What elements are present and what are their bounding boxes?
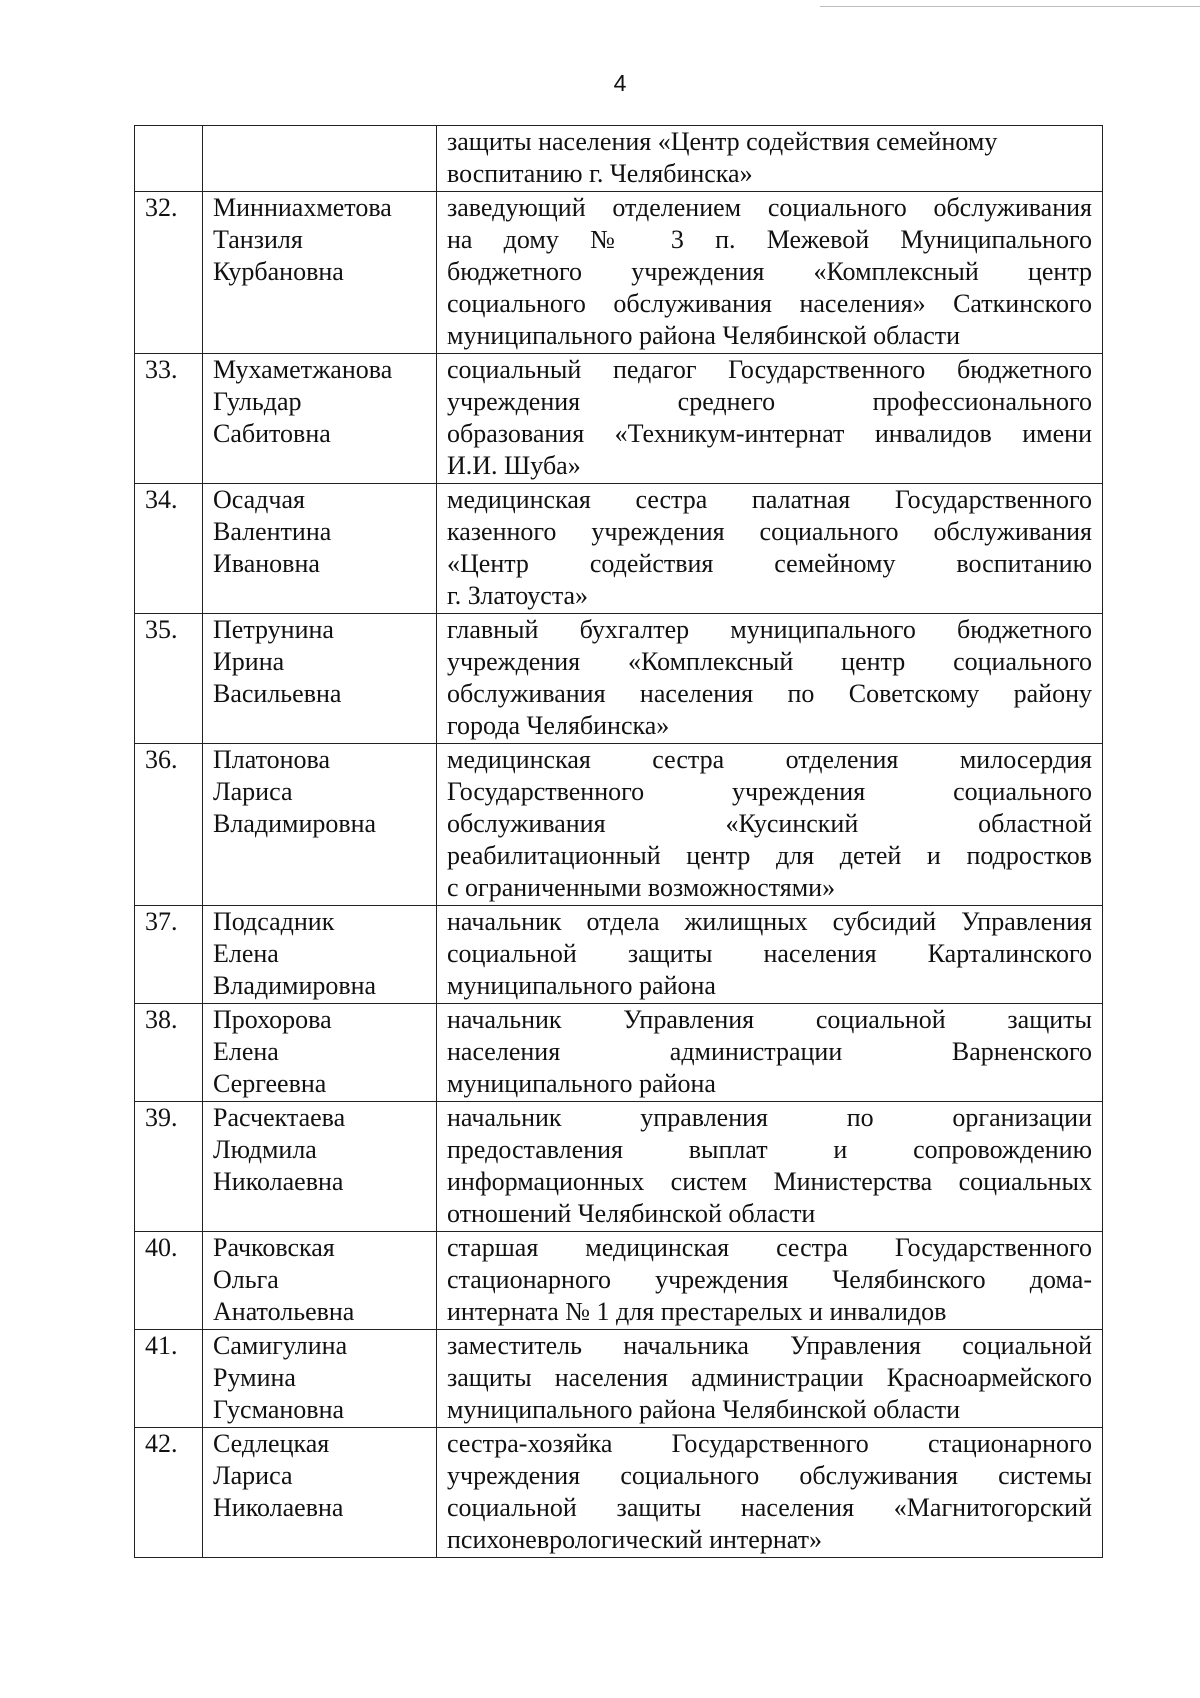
surname: Рачковская — [213, 1233, 335, 1262]
row-number-cell — [135, 744, 203, 906]
description-line: медицинская сестра палатная Государственного — [447, 485, 1092, 514]
patronymic: Николаевна — [213, 1167, 344, 1196]
description-line: бюджетного учреждения «Комплексный центр — [447, 257, 1092, 286]
row-number: 34. — [145, 485, 178, 514]
position-description-cell — [437, 484, 1103, 614]
description-line: обслуживания населения по Советскому району — [447, 679, 1092, 708]
table-row — [135, 1004, 1103, 1102]
position-description-cell — [437, 126, 1103, 192]
position-description-cell — [437, 354, 1103, 484]
description-line: города Челябинска» — [447, 711, 670, 740]
row-number-cell — [135, 126, 203, 192]
position-description-cell — [437, 1330, 1103, 1428]
row-number: 40. — [145, 1233, 178, 1262]
row-number-cell — [135, 1102, 203, 1232]
description-line: отношений Челябинской области — [447, 1199, 816, 1228]
description-line: социальной защиты населения Карталинского — [447, 939, 1092, 968]
description-line: интерната № 1 для престарелых и инвалидов — [447, 1297, 947, 1326]
description-line: главный бухгалтер муниципального бюджетного — [447, 615, 1092, 644]
patronymic: Ивановна — [213, 549, 320, 578]
row-number: 36. — [145, 745, 178, 774]
person-name-cell — [203, 614, 437, 744]
description-line: обслуживания «Кусинский областной — [447, 809, 1092, 838]
first-name: Ирина — [213, 647, 285, 676]
table-row — [135, 1428, 1103, 1558]
surname: Расчектаева — [213, 1103, 346, 1132]
description-line: защиты населения «Центр содействия семейному — [447, 127, 998, 156]
description-line: «Центр содействия семейному воспитанию — [447, 549, 1092, 578]
description-line: учреждения среднего профессионального — [447, 387, 1092, 416]
position-description-cell — [437, 906, 1103, 1004]
description-line: предоставления выплат и сопровождению — [447, 1135, 1092, 1164]
row-number-cell — [135, 1330, 203, 1428]
scan-edge-line — [820, 6, 1200, 7]
first-name: Валентина — [213, 517, 332, 546]
surname: Прохорова — [213, 1005, 332, 1034]
patronymic: Гусмановна — [213, 1395, 345, 1424]
row-number: 33. — [145, 355, 178, 384]
first-name: Елена — [213, 1037, 279, 1066]
surname: Мухаметжанова — [213, 355, 393, 384]
description-line: социального обслуживания населения» Саткинского — [447, 289, 1092, 318]
person-name-cell — [203, 744, 437, 906]
description-line: учреждения социального обслуживания системы — [447, 1461, 1092, 1490]
position-description-cell — [437, 1102, 1103, 1232]
patronymic: Васильевна — [213, 679, 342, 708]
position-description-cell — [437, 1232, 1103, 1330]
person-name-cell — [203, 906, 437, 1004]
patronymic: Владимировна — [213, 809, 377, 838]
first-name: Танзиля — [213, 225, 303, 254]
description-line: реабилитационный центр для детей и подростков — [447, 841, 1092, 870]
patronymic: Николаевна — [213, 1493, 344, 1522]
description-line: психоневрологический интернат» — [447, 1525, 822, 1554]
row-number-cell — [135, 1232, 203, 1330]
person-name-cell — [203, 1004, 437, 1102]
table-row — [135, 1102, 1103, 1232]
surname: Подсадник — [213, 907, 335, 936]
first-name: Елена — [213, 939, 279, 968]
person-name-cell — [203, 192, 437, 354]
row-number-cell — [135, 192, 203, 354]
description-line: образования «Техникум-интернат инвалидов имени — [447, 419, 1092, 448]
description-line: заместитель начальника Управления социальной — [447, 1331, 1092, 1360]
person-name-cell — [203, 1330, 437, 1428]
person-name-cell — [203, 354, 437, 484]
position-description-cell — [437, 614, 1103, 744]
row-number-cell — [135, 614, 203, 744]
row-number: 42. — [145, 1429, 178, 1458]
person-name-cell — [203, 1232, 437, 1330]
description-line: защиты населения администрации Красноармейского — [447, 1363, 1092, 1392]
first-name: Лариса — [213, 1461, 293, 1490]
row-number-cell — [135, 906, 203, 1004]
first-name: Людмила — [213, 1135, 317, 1164]
description-line: стационарного учреждения Челябинского дома- — [447, 1265, 1092, 1294]
surname: Седлецкая — [213, 1429, 330, 1458]
description-line: старшая медицинская сестра Государственного — [447, 1233, 1092, 1262]
description-line: информационных систем Министерства социальных — [447, 1167, 1092, 1196]
description-line: сестра-хозяйка Государственного стационарного — [447, 1429, 1092, 1458]
description-line: начальник отдела жилищных субсидий Управления — [447, 907, 1092, 936]
row-number: 37. — [145, 907, 178, 936]
description-line: муниципального района Челябинской области — [447, 1395, 961, 1424]
table-row — [135, 126, 1103, 192]
person-name-cell — [203, 1102, 437, 1232]
row-number-cell — [135, 484, 203, 614]
person-name-cell — [203, 126, 437, 192]
table-row — [135, 614, 1103, 744]
description-line: учреждения «Комплексный центр социального — [447, 647, 1092, 676]
patronymic: Анатольевна — [213, 1297, 355, 1326]
row-number: 39. — [145, 1103, 178, 1132]
description-line: начальник управления по организации — [447, 1103, 1092, 1132]
table-row — [135, 1330, 1103, 1428]
table-row — [135, 744, 1103, 906]
position-description-cell — [437, 1428, 1103, 1558]
description-line: муниципального района — [447, 1069, 716, 1098]
description-line: Государственного учреждения социального — [447, 777, 1092, 806]
appointee-table — [134, 125, 1103, 1558]
table-row — [135, 354, 1103, 484]
row-number: 32. — [145, 193, 178, 222]
surname: Осадчая — [213, 485, 305, 514]
description-line: муниципального района Челябинской области — [447, 321, 961, 350]
person-name-cell — [203, 1428, 437, 1558]
description-line: социальной защиты населения «Магнитогорский — [447, 1493, 1092, 1522]
description-line: муниципального района — [447, 971, 716, 1000]
description-line: г. Златоуста» — [447, 581, 589, 610]
patronymic: Сергеевна — [213, 1069, 327, 1098]
table-row — [135, 1232, 1103, 1330]
description-line: казенного учреждения социального обслуживания — [447, 517, 1092, 546]
description-line: начальник Управления социальной защиты — [447, 1005, 1092, 1034]
position-description-cell — [437, 1004, 1103, 1102]
first-name: Румина — [213, 1363, 296, 1392]
surname: Петрунина — [213, 615, 334, 644]
table-row — [135, 192, 1103, 354]
row-number: 41. — [145, 1331, 178, 1360]
description-line: медицинская сестра отделения милосердия — [447, 745, 1092, 774]
first-name: Лариса — [213, 777, 293, 806]
patronymic: Владимировна — [213, 971, 377, 1000]
surname: Платонова — [213, 745, 331, 774]
description-line: И.И. Шуба» — [447, 451, 581, 480]
description-line: населения администрации Варненского — [447, 1037, 1092, 1066]
description-line: социальный педагог Государственного бюджетного — [447, 355, 1092, 384]
surname: Минниахметова — [213, 193, 392, 222]
row-number-cell — [135, 1004, 203, 1102]
description-line: на дому № 3 п. Межевой Муниципального — [447, 225, 1092, 254]
position-description-cell — [437, 192, 1103, 354]
description-line: заведующий отделением социального обслуживания — [447, 193, 1092, 222]
row-number: 38. — [145, 1005, 178, 1034]
description-line: с ограниченными возможностями» — [447, 873, 836, 902]
table-body — [135, 126, 1103, 1558]
row-number-cell — [135, 354, 203, 484]
patronymic: Курбановна — [213, 257, 344, 286]
row-number-cell — [135, 1428, 203, 1558]
table-row — [135, 906, 1103, 1004]
description-line: воспитанию г. Челябинска» — [447, 159, 753, 188]
person-name-cell — [203, 484, 437, 614]
position-description-cell — [437, 744, 1103, 906]
first-name: Ольга — [213, 1265, 279, 1294]
surname: Самигулина — [213, 1331, 348, 1360]
first-name: Гульдар — [213, 387, 302, 416]
table-row — [135, 484, 1103, 614]
patronymic: Сабитовна — [213, 419, 331, 448]
page-number: 4 — [613, 70, 627, 96]
row-number: 35. — [145, 615, 178, 644]
